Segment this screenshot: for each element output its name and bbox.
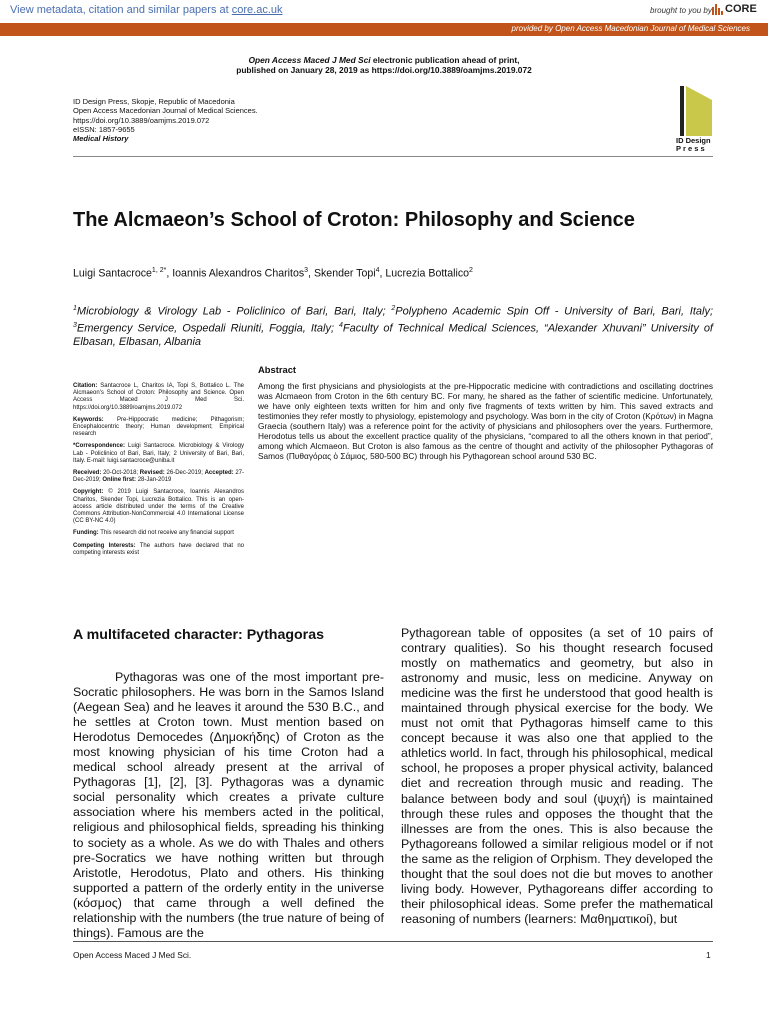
abstract-heading: Abstract: [258, 364, 297, 375]
correspondence-block: [73, 443, 244, 465]
page-number: 1: [706, 950, 711, 960]
header-divider: [73, 156, 713, 157]
logo-text: [676, 137, 711, 153]
revised-label: Revised:: [139, 470, 165, 477]
keywords-text: Pre-Hippocratic medicine; Pithagorism; Encephalocentric theory; Human development; Empirical research: [73, 416, 244, 438]
body-paragraph: Pythagoras was one of the most important pre-Socratic philosophers. He was born in the Samos Island (Aegean Sea) and he leaves it around the 530 B.C., and he settles at Croton town. Must mention based on Herodotus Democedes (Δημοκήδης) of Croton as the most knowing physician of his time Croton had a medical school already present at the arrival of Pythagoras [1], [2], [3]. Pythagoras was a dynamic social personality which creates a private culture association where his members acted in the political, religious and philosophical fields, spreading his thinking to society as a whole. As we do with Thales and others pre-Socratics we have nothing written but through Aristotle, Herodotus, Plato and others. His thinking supported a pattern of the orderly entity in the universe (κόσμος) that came through a well defined the relationship with the numbers (the true nature of being of things). Famous are the: [73, 670, 384, 940]
meta-doi[interactable]: https://doi.org/10.3889/oamjms.2019.072: [73, 115, 210, 125]
footer-divider: [73, 941, 713, 942]
affiliation: Polypheno Academic Spin Off - University of Bari, Bari, Italy;: [395, 305, 713, 318]
affiliation: Emergency Service, Ospedali Riuniti, Foggia, Italy;: [76, 322, 340, 335]
section-heading: A multifaceted character: Pythagoras: [73, 627, 324, 643]
author-name: Ioannis Alexandros Charitos: [172, 267, 305, 280]
competing-interests-block: [73, 543, 244, 557]
correspondence-label: *Correspondence:: [73, 443, 126, 450]
received-date: 20-Oct-2018;: [101, 470, 140, 477]
article-category: Medical History: [73, 134, 129, 144]
journal-name: Open Access Maced J Med Sci: [248, 55, 371, 65]
meta-publisher: ID Design Press, Skopje, Republic of Macedonia: [73, 97, 235, 106]
article-title: The Alcmaeon’s School of Croton: Philosophy and Science: [73, 209, 635, 231]
affiliation: Faculty of Technical Medical Sciences, “Alexander Xhuvani” University of Elbasan, Elbasan, Albania: [73, 322, 713, 349]
journal-meta: [73, 97, 258, 143]
funding-label: Funding:: [73, 530, 99, 537]
affiliations: [73, 302, 713, 350]
keywords-block: [73, 417, 244, 439]
funding-text: This research did not receive any financial support: [98, 530, 234, 537]
publication-notice: [0, 55, 768, 65]
copyright-block: [73, 489, 244, 525]
core-metadata-link[interactable]: [10, 4, 283, 16]
core-link-prefix: View metadata, citation and similar papers at: [10, 4, 232, 16]
body-paragraph: Pythagorean table of opposites (a set of 10 pairs of contrary qualities). So his thought research focused mostly on mathematics and geometry, but also in astronomy and music, less on medicine. Anyway on medicine was the first he understood that good health is maintained through physical exercise for the body. We must not omit that Pythagoras himself came to this concept because it was also one that applied to the athletics world. In fact, through his philosophical, medical school, he proposes a proper physical activity, balanced diet and recreation through music and reading. The balance between body and soul (ψυχή) is maintained through these rules and opposes the thought that the illnesses are from the ones. This is also because the Pythagoreans followed a similar religious model or if not the same as the religion of Orphism. They developed the thought that the soul does not die but moves to another living body. However, Pythagoreans differ according to their philosophical ideas. Some prefer the mathematical reasoning of numbers (learners: Μαθηματικοί), but: [401, 626, 713, 926]
publication-date-doi: published on January 28, 2019 as https://doi.org/10.3889/oamjms.2019.072: [236, 65, 532, 75]
copyright-text: © 2019 Luigi Santacroce, Ioannis Alexandros Charitos, Skender Topi, Lucrezia Bottalico. This is an open-access article distributed under the terms of the Creative Commons Attribution-NonCommercial 4.0 International License (CC BY-NC 4.0): [73, 489, 244, 525]
meta-eissn: eISSN: 1857-9655: [73, 124, 135, 134]
dates-block: [73, 470, 244, 484]
meta-journal: Open Access Macedonian Journal of Medical Sciences.: [73, 106, 258, 116]
affil-mark: 1: [73, 305, 77, 312]
logo-line1: ID Design: [676, 136, 711, 145]
core-logo-text: CORE: [725, 2, 757, 15]
competing-interests-text: The authors have declared that no competing interests exist: [73, 542, 245, 556]
article-info-sidebar: [73, 383, 244, 562]
author-list: Luigi Santacroce$^{1, 2*}$, Ioannis Alexandros Charitos$^3$, Skender Topi$^4$, Lucrezia Bottalico$^2$: [73, 267, 473, 280]
correspondence-text: Luigi Santacroce. Microbiology & Virology Lab - Policlinico of Bari, Bari, Italy; 2 University of Bari, Bari, Italy. E-mail: luigi.santacroce@uniba.it: [73, 443, 244, 464]
abstract-text: Among the first physicians and physiologists at the pre-Hippocratic medicine with contradictions and oscillating doctrines was Alcmaeon from Croton in the 6th century BC. For many, he shared as the father of scientific medicine. Unfortunately, we have only eighteen texts written for him and only five fragments of texts written by him. This saved extracts and testimonies they refer mostly to physiology, epistemology and psychology. Was born in the city of Croton (Κρότων) in Magna Graecia (southern Italy) was a reference point for the activity of physicians and philosophers over the years. Furthermore, Herodotus tells us about the excellent practice quality of the physicians, “compared to all the others known in that period”, among which Alcmaeon. But Croton is also famous as the centre of thought and activity of the philosopher Pythagoras of Samos (Πυθαγόρας ὁ Σάμιος, 580-500 BC) through his Pythagorean school around 530 BC.: [258, 381, 713, 461]
provided-by-text: provided by Open Access Macedonian Journal of Medical Sciences: [511, 24, 750, 33]
author-affil-mark: 1, 2*: [151, 267, 167, 274]
keywords-label: Keywords:: [73, 416, 104, 423]
affil-mark: 3: [73, 322, 77, 330]
author-name: Luigi Santacroce: [73, 267, 152, 280]
author-name: Lucrezia Bottalico: [385, 267, 470, 280]
citation-label: Citation:: [73, 383, 98, 389]
funding-block: [73, 530, 244, 537]
author-affil-mark: 3: [304, 267, 309, 274]
citation-text: Santacroce L, Charitos IA, Topi S, Bottalico L. The Alcmaeon’s School of Croton: Philosophy and Science. Open Access Maced J Med Sci. https://doi.org/10.3889/oamjms.2019.072: [73, 383, 244, 411]
author-affil-mark: 4: [375, 267, 380, 274]
revised-date: 26-Dec-2019;: [164, 470, 205, 477]
affiliation: Microbiology & Virology Lab - Policlinico of Bari, Bari, Italy;: [76, 305, 392, 318]
received-label: Received:: [73, 470, 102, 477]
online-first-label: Online first:: [102, 477, 137, 484]
citation-block: [73, 383, 244, 412]
author-affil-mark: 2: [469, 267, 473, 274]
affil-mark: 4: [339, 322, 343, 330]
body-column-right: [401, 626, 713, 927]
accepted-label: Accepted:: [204, 470, 234, 477]
copyright-label: Copyright:: [73, 489, 104, 496]
core-logo-icon: [711, 2, 723, 16]
publication-notice-rest: electronic publication ahead of print,: [370, 55, 520, 65]
affil-mark: 2: [391, 305, 396, 312]
logo-line2: P r e s s: [676, 144, 705, 153]
footer-journal: Open Access Maced J Med Sci.: [73, 950, 192, 960]
core-brought-by: brought to you by: [650, 6, 712, 15]
core-logo[interactable]: [711, 2, 757, 16]
author-name: Skender Topi: [313, 267, 376, 280]
core-link-url[interactable]: core.ac.uk: [231, 4, 283, 16]
accepted-date: 27-Dec-2019;: [73, 470, 244, 484]
competing-interests-label: Competing Interests:: [73, 542, 136, 549]
online-first-date: 28-Jan-2019: [136, 477, 172, 484]
body-column-left: [73, 670, 384, 941]
